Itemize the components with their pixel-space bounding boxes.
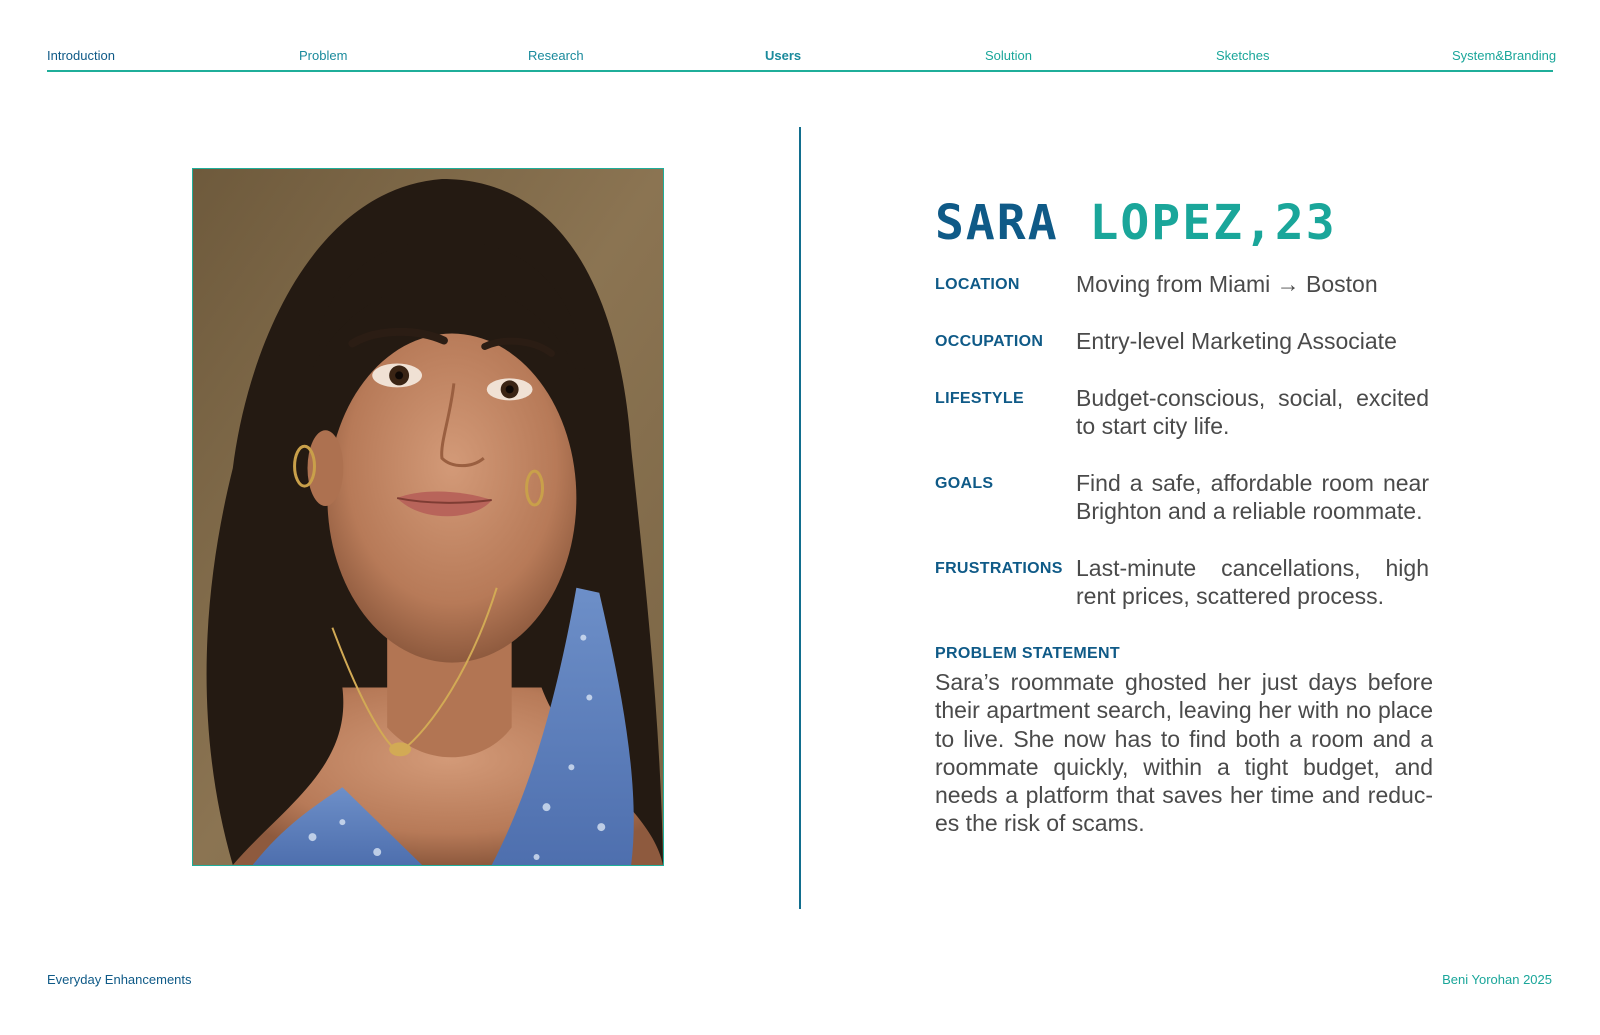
field-value: Moving from Miami → Boston [1076,271,1378,297]
field-value: Last-minute cancellations, high rent prices, scattered process. [1076,555,1429,609]
top-navigation [47,42,1557,72]
field-label: LOCATION [935,276,1020,293]
nav-item-introduction[interactable]: Introduction [47,48,115,63]
nav-item-users[interactable]: Users [765,48,802,63]
field-value: Budget-conscious, social, excited to start city life. [1076,385,1429,439]
field-value: Find a safe, affordable room near Brighton and a reliable roommate. [1076,470,1429,524]
field-label: LIFESTYLE [935,390,1024,407]
field-label: OCCUPATION [935,333,1044,350]
problem-statement-label: PROBLEM STATEMENT [935,645,1120,662]
footer-project-name: Everyday Enhancements [47,972,192,987]
persona-name [935,193,1337,253]
nav-item-problem[interactable]: Problem [299,48,348,63]
nav-item-sketches[interactable]: Sketches [1216,48,1270,63]
persona-first-name: SARA [935,195,1059,251]
field-value: Entry-level Marketing Associate [1076,328,1397,354]
nav-item-system-branding[interactable]: System&Branding [1452,48,1557,63]
field-label: FRUSTRATIONS [935,560,1063,577]
nav-item-research[interactable]: Research [528,48,584,63]
nav-item-solution[interactable]: Solution [985,48,1032,63]
footer-author-year: Beni Yorohan 2025 [1442,972,1552,987]
field-label: GOALS [935,475,994,492]
persona-photo [192,168,664,866]
vertical-divider [799,127,801,909]
portrait-illustration [193,169,663,865]
problem-statement-text: Sara’s roommate ghosted her just days before their apartment search, leaving her with no place to live. She now has to find both a room and a roommate quickly, within a tight budget, and needs a platform that saves her time and reduces the risk of scams. [935,669,1433,837]
persona-last-name-age: LOPEZ,23 [1089,195,1337,251]
